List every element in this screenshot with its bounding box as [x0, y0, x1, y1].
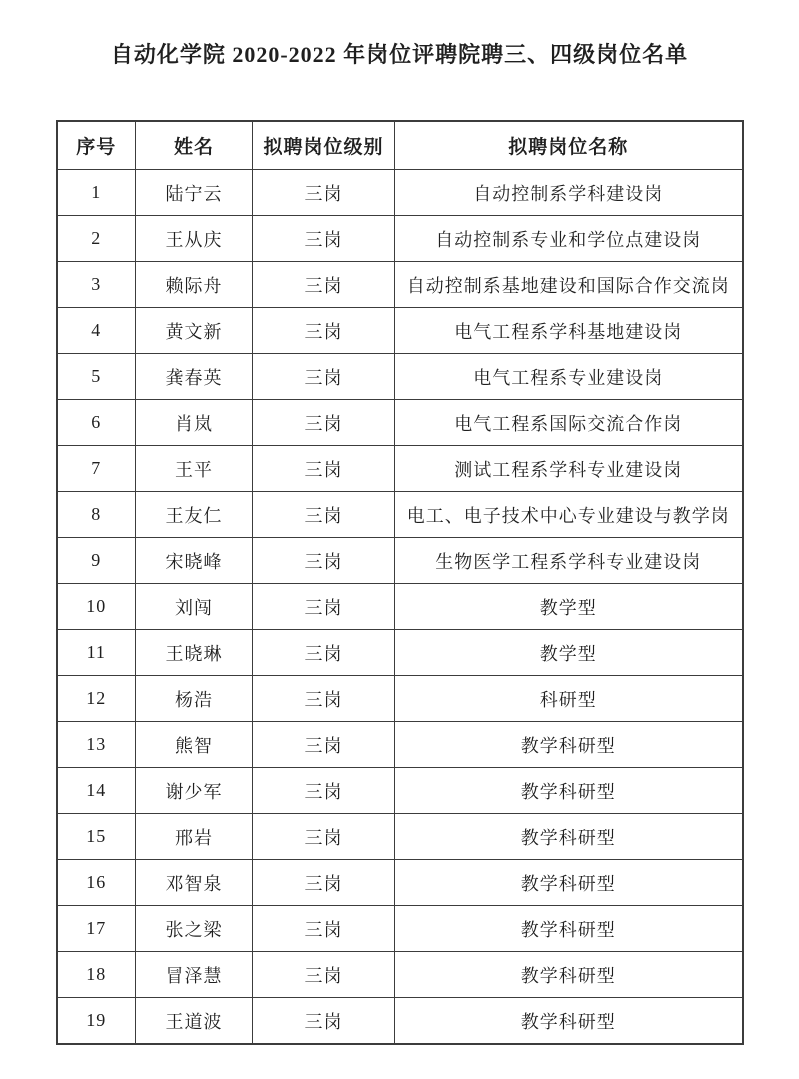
- cell-position: 教学科研型: [395, 768, 743, 814]
- cell-level: 三岗: [253, 308, 395, 354]
- cell-name: 刘闯: [136, 584, 253, 630]
- cell-seq: 1: [57, 170, 136, 216]
- cell-seq: 19: [57, 998, 136, 1045]
- cell-level: 三岗: [253, 722, 395, 768]
- cell-seq: 8: [57, 492, 136, 538]
- cell-level: 三岗: [253, 262, 395, 308]
- cell-seq: 18: [57, 952, 136, 998]
- cell-seq: 7: [57, 446, 136, 492]
- column-header-position: 拟聘岗位名称: [395, 121, 743, 170]
- table-body: [57, 170, 743, 1045]
- cell-seq: 2: [57, 216, 136, 262]
- cell-name: 王道波: [136, 998, 253, 1045]
- table-row: [57, 768, 743, 814]
- cell-seq: 12: [57, 676, 136, 722]
- cell-name: 龚春英: [136, 354, 253, 400]
- column-header-name: 姓名: [136, 121, 253, 170]
- table-row: [57, 998, 743, 1045]
- cell-seq: 11: [57, 630, 136, 676]
- cell-seq: 5: [57, 354, 136, 400]
- cell-level: 三岗: [253, 860, 395, 906]
- cell-level: 三岗: [253, 538, 395, 584]
- cell-position: 电气工程系国际交流合作岗: [395, 400, 743, 446]
- cell-seq: 6: [57, 400, 136, 446]
- cell-level: 三岗: [253, 216, 395, 262]
- cell-seq: 16: [57, 860, 136, 906]
- cell-position: 教学科研型: [395, 998, 743, 1045]
- cell-name: 王从庆: [136, 216, 253, 262]
- cell-level: 三岗: [253, 584, 395, 630]
- cell-name: 王友仁: [136, 492, 253, 538]
- cell-level: 三岗: [253, 170, 395, 216]
- column-header-seq: 序号: [57, 121, 136, 170]
- cell-name: 肖岚: [136, 400, 253, 446]
- cell-seq: 10: [57, 584, 136, 630]
- cell-name: 熊智: [136, 722, 253, 768]
- cell-level: 三岗: [253, 768, 395, 814]
- cell-level: 三岗: [253, 676, 395, 722]
- cell-position: 测试工程系学科专业建设岗: [395, 446, 743, 492]
- table-row: [57, 400, 743, 446]
- column-header-level: 拟聘岗位级别: [253, 121, 395, 170]
- cell-level: 三岗: [253, 952, 395, 998]
- table-row: [57, 676, 743, 722]
- cell-name: 王平: [136, 446, 253, 492]
- cell-position: 教学科研型: [395, 952, 743, 998]
- cell-position: 教学科研型: [395, 906, 743, 952]
- cell-level: 三岗: [253, 446, 395, 492]
- cell-position: 科研型: [395, 676, 743, 722]
- table-header-row: [57, 121, 743, 170]
- table-row: [57, 446, 743, 492]
- table-row: [57, 170, 743, 216]
- table-row: [57, 860, 743, 906]
- table-row: [57, 538, 743, 584]
- cell-position: 生物医学工程系学科专业建设岗: [395, 538, 743, 584]
- table-header: [57, 121, 743, 170]
- cell-name: 黄文新: [136, 308, 253, 354]
- cell-seq: 4: [57, 308, 136, 354]
- cell-seq: 13: [57, 722, 136, 768]
- cell-name: 赖际舟: [136, 262, 253, 308]
- table-row: [57, 354, 743, 400]
- cell-position: 教学型: [395, 630, 743, 676]
- cell-name: 杨浩: [136, 676, 253, 722]
- cell-position: 自动控制系学科建设岗: [395, 170, 743, 216]
- cell-level: 三岗: [253, 906, 395, 952]
- cell-name: 邢岩: [136, 814, 253, 860]
- cell-name: 邓智泉: [136, 860, 253, 906]
- cell-name: 张之梁: [136, 906, 253, 952]
- cell-level: 三岗: [253, 630, 395, 676]
- cell-level: 三岗: [253, 998, 395, 1045]
- cell-name: 陆宁云: [136, 170, 253, 216]
- cell-level: 三岗: [253, 400, 395, 446]
- table-row: [57, 216, 743, 262]
- cell-position: 电工、电子技术中心专业建设与教学岗: [395, 492, 743, 538]
- table-row: [57, 584, 743, 630]
- cell-level: 三岗: [253, 492, 395, 538]
- cell-seq: 3: [57, 262, 136, 308]
- cell-name: 谢少军: [136, 768, 253, 814]
- table-row: [57, 492, 743, 538]
- cell-level: 三岗: [253, 814, 395, 860]
- cell-position: 电气工程系专业建设岗: [395, 354, 743, 400]
- table-row: [57, 814, 743, 860]
- table-row: [57, 952, 743, 998]
- page-title: 自动化学院 2020-2022 年岗位评聘院聘三、四级岗位名单: [110, 42, 689, 67]
- cell-level: 三岗: [253, 354, 395, 400]
- table-row: [57, 262, 743, 308]
- cell-position: 自动控制系专业和学位点建设岗: [395, 216, 743, 262]
- table-row: [57, 630, 743, 676]
- cell-seq: 9: [57, 538, 136, 584]
- cell-seq: 15: [57, 814, 136, 860]
- table-row: [57, 906, 743, 952]
- cell-name: 冒泽慧: [136, 952, 253, 998]
- table-row: [57, 722, 743, 768]
- position-roster-table: [56, 120, 744, 1045]
- cell-name: 王晓琳: [136, 630, 253, 676]
- cell-position: 电气工程系学科基地建设岗: [395, 308, 743, 354]
- cell-position: 教学科研型: [395, 722, 743, 768]
- table-row: [57, 308, 743, 354]
- cell-seq: 14: [57, 768, 136, 814]
- cell-name: 宋晓峰: [136, 538, 253, 584]
- cell-position: 教学型: [395, 584, 743, 630]
- cell-position: 教学科研型: [395, 814, 743, 860]
- cell-position: 教学科研型: [395, 860, 743, 906]
- cell-seq: 17: [57, 906, 136, 952]
- cell-position: 自动控制系基地建设和国际合作交流岗: [395, 262, 743, 308]
